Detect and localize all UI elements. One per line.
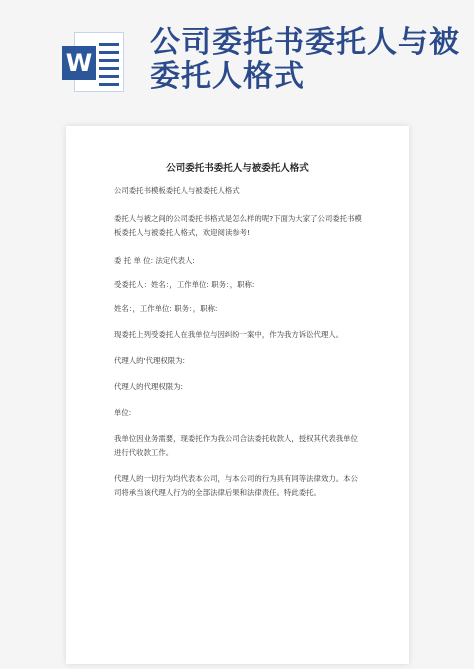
document-paragraph: 现委托上列受委托人在我单位与因纠纷一案中，作为我方诉讼代理人。 bbox=[114, 330, 344, 339]
document-paragraph: 委 托 单 位: 法定代表人: bbox=[114, 256, 195, 265]
document-paragraph: 公司委托书模板委托人与被委托人格式 bbox=[114, 186, 240, 195]
document-page bbox=[66, 126, 409, 664]
document-paragraph: 我单位因业务需要，现委托作为我公司合法委托收款人，授权其代表我单位进行代收款工作。 bbox=[114, 434, 358, 457]
document-paragraph: 姓名：，工作单位: 职务：，职称: bbox=[114, 304, 218, 313]
document-paragraph: 委托人与被之间的公司委托书格式是怎么样的呢?下面为大家了公司委托书模板委托人与被委托人格式，欢迎阅读参考! bbox=[114, 214, 362, 237]
word-document-icon bbox=[62, 28, 128, 94]
document-paragraph: 代理人的一切行为均代表本公司，与本公司的行为具有同等法律效力。本公司将承当该代理人行为的全部法律后果和法律责任。特此委托。 bbox=[114, 474, 358, 497]
document-title: 公司委托书委托人与被委托人格式 bbox=[166, 163, 309, 174]
document-paragraph: 受委托人：姓名：，工作单位: 职务：，职称: bbox=[114, 280, 255, 289]
banner bbox=[0, 0, 474, 120]
word-icon-badge: W bbox=[62, 46, 96, 80]
document-paragraph: 单位: bbox=[114, 408, 132, 417]
document-paragraph: 代理人的代理权限为: bbox=[114, 382, 184, 391]
document-paragraph: 代理人的'代理权限为: bbox=[114, 356, 186, 365]
banner-title: 公司委托书委托人与被委托人格式 bbox=[150, 25, 460, 94]
